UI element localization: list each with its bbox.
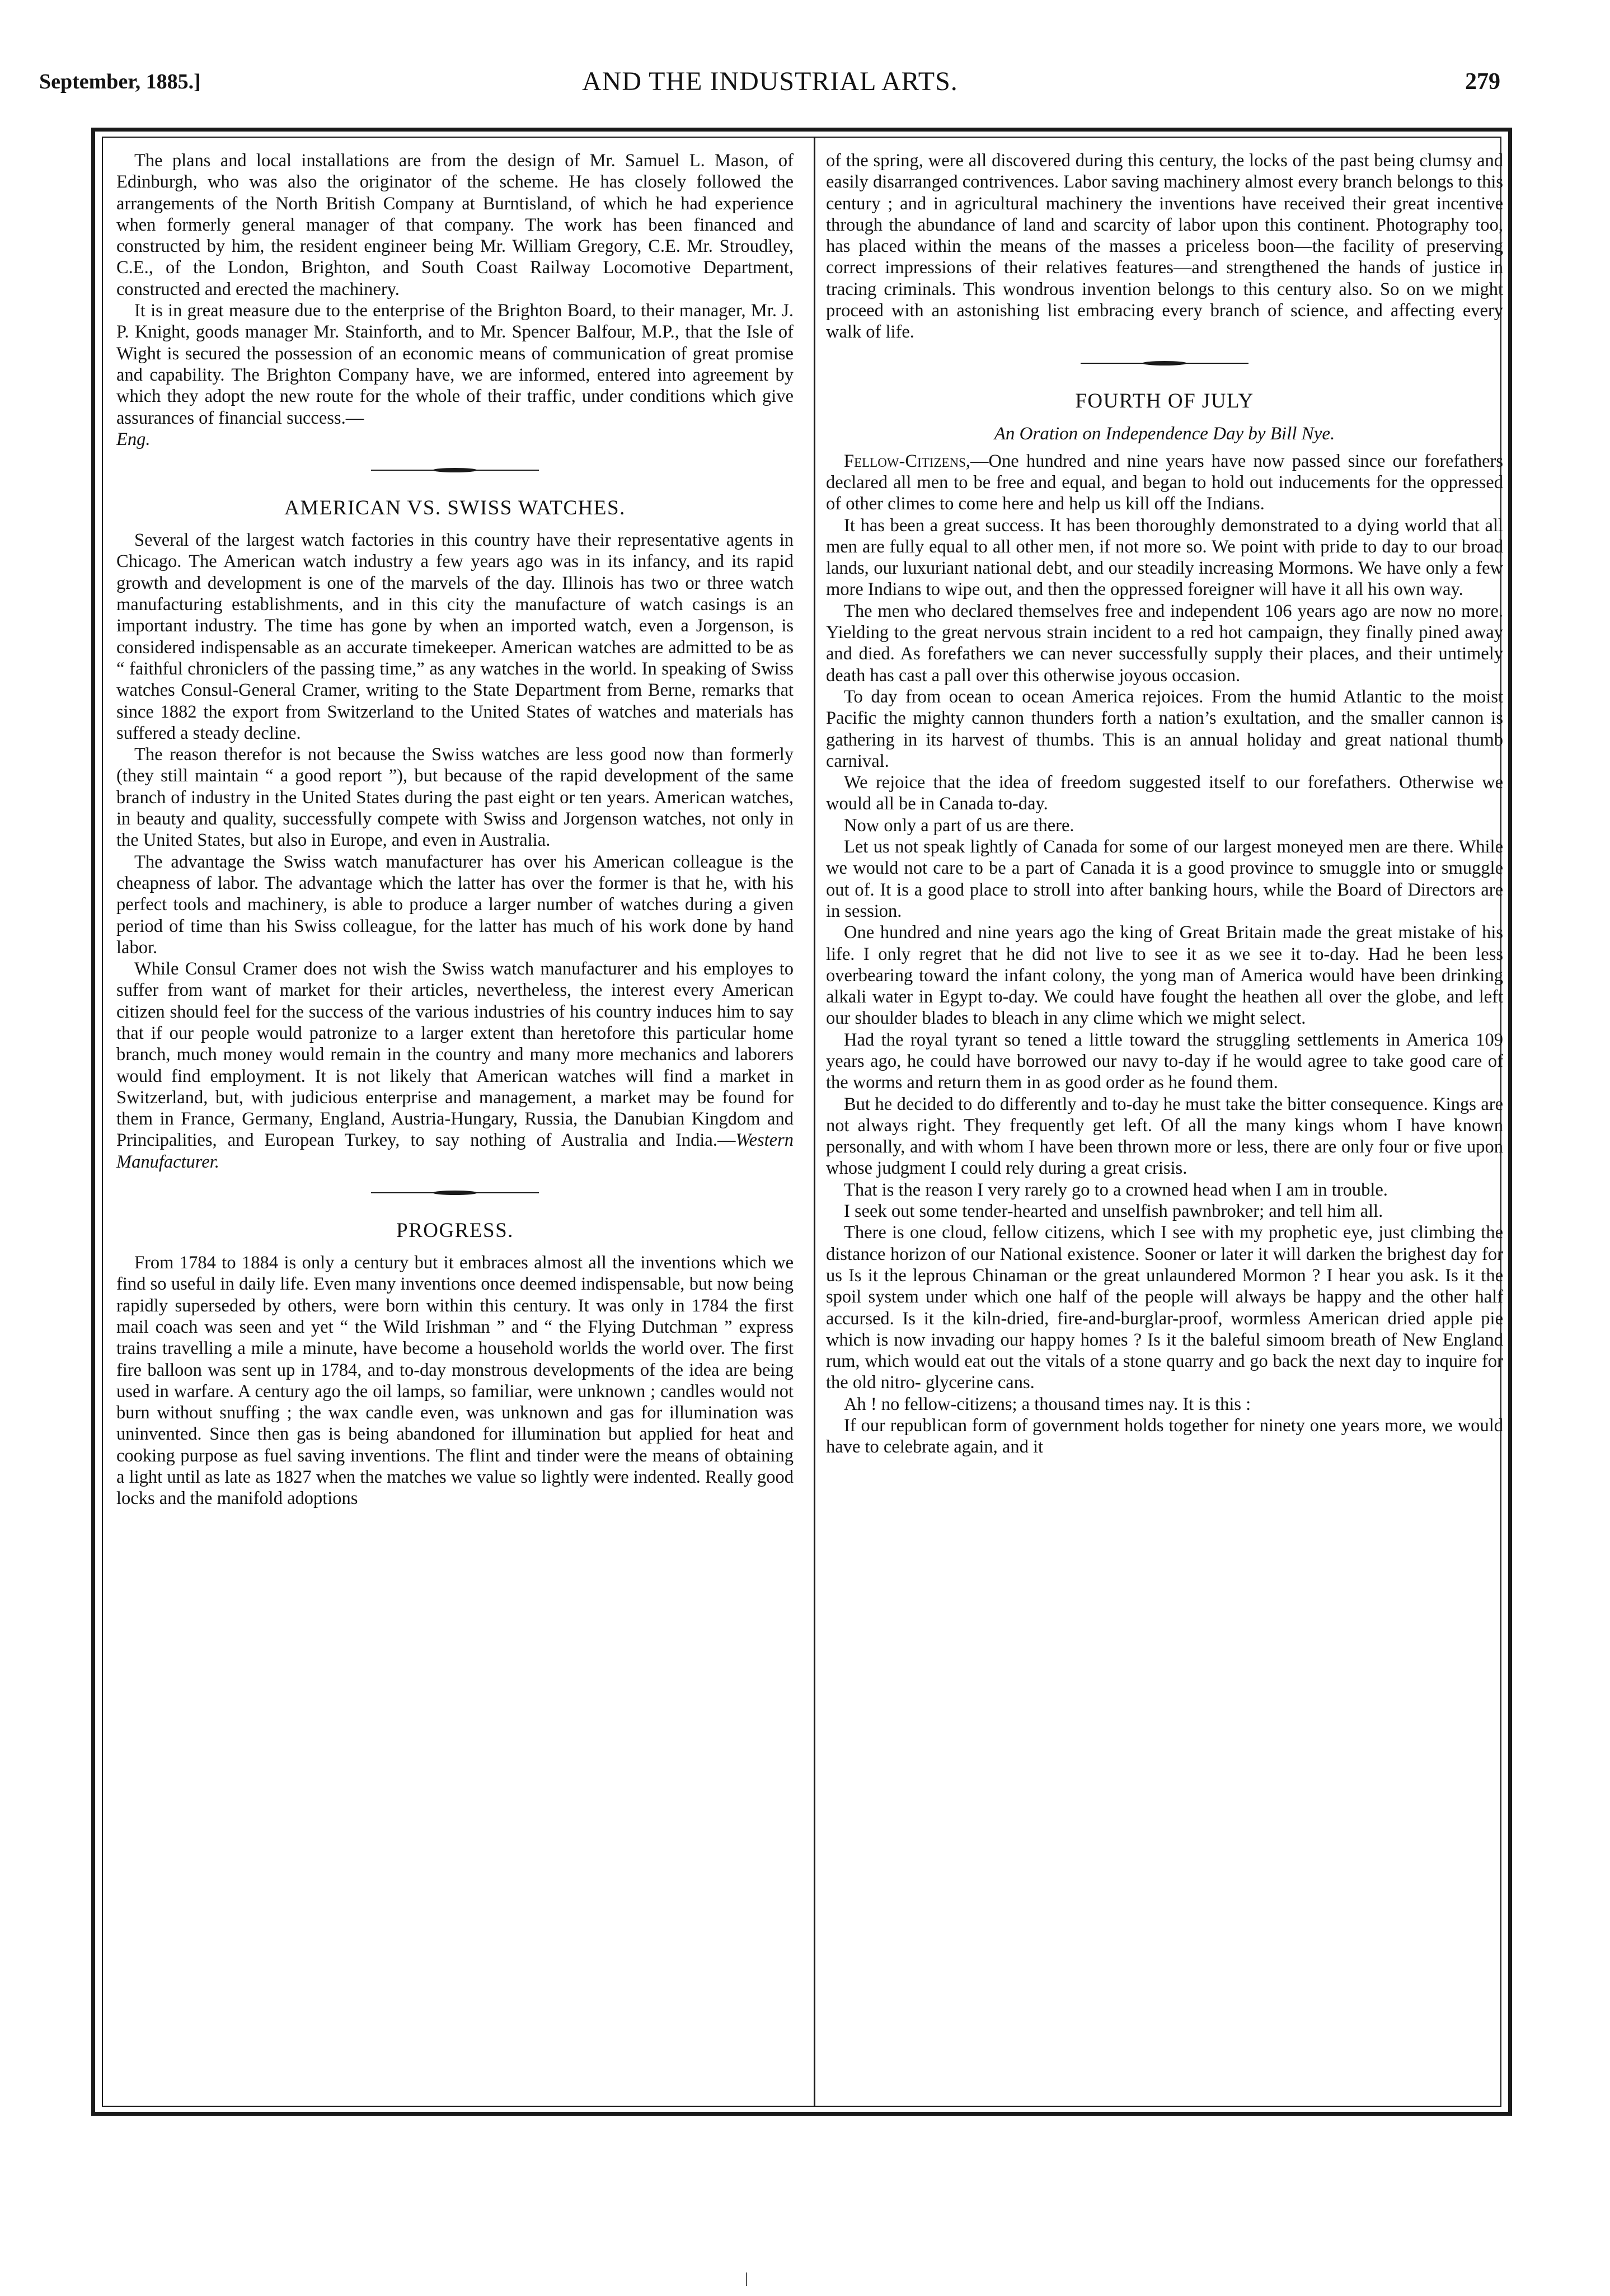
running-head-date: September, 1885.] bbox=[39, 70, 201, 93]
watches-paragraph: The advantage the Swiss watch manufacturer has over his American colleague is the cheapness of labor. The advantage which the latter has over the former is that he, with his perfect tools and machinery, is able to produce a larger number of watches during a given period of time than his Swiss colleague, for the latter has much of his work done by hand labor. bbox=[116, 851, 794, 958]
progress-continued: of the spring, were all discovered during this century, the locks of the past being clumsy and easily disarranged contrivences. Labor saving machinery almost every branch belongs to this century ; and in agricultural machinery the inventions have received their great incentive through the abundance of land and scarcity of labor upon this continent. Photography too, has placed within the means of the masses a priceless boon—the facility of preserving correct impressions of their relatives features—and strengthened the hands of justice in tracing criminals. This wondrous invention belongs to this century also. So on we might proceed with an astonishing list embracing every branch of science, and affecting every walk of life. bbox=[826, 151, 1503, 343]
july-paragraph: Now only a part of us are there. bbox=[844, 815, 1074, 836]
left-column bbox=[116, 150, 794, 1510]
section-separator bbox=[1081, 359, 1248, 368]
july-paragraph: Had the royal tyrant so tened a little toward the struggling settlements in America 109 years ago, he could have borrowed our navy to-day if he would agree to take good care of the worms and return them in as good order as he found them. bbox=[826, 1029, 1503, 1093]
watches-paragraph: Several of the largest watch factories in this country have their representative agents in Chicago. The American watch industry a few years ago was in its infancy, and its rapid growth and development is one of the marvels of the day. Illinois has two or three watch manufacturing establishments, and in this city the manufacture of watch casings is an important industry. The time has gone by when an imported watch, even a Jorgenson, is considered indispensable as an accurate timekeeper. American watches are admitted to be as “ faithful chroniclers of the passing time,” as any watches in the world. In speaking of Swiss watches Consul-General Cramer, writing to the State Department from Berne, remarks that since 1882 the export from Switzerland to the United States of watches and materials has suffered a steady decline. bbox=[116, 530, 794, 743]
july-paragraph: I seek out some tender-hearted and unselfish pawnbroker; and tell him all. bbox=[844, 1201, 1383, 1222]
running-head-title: AND THE INDUSTRIAL ARTS. bbox=[582, 67, 958, 96]
progress-heading: PROGRESS. bbox=[396, 1219, 514, 1243]
gutter-mark bbox=[746, 2272, 747, 2286]
july-paragraph: That is the reason I very rarely go to a crowned head when I am in trouble. bbox=[844, 1179, 1388, 1200]
july-paragraph: Ah ! no fellow-citizens; a thousand times nay. It is this : bbox=[844, 1394, 1251, 1414]
watches-paragraph: While Consul Cramer does not wish the Swiss watch manufacturer and his employes to suffer from want of market for their articles, nevertheless, the interest every American citizen should feel for the success of the various industries of his country induces him to say that if our people would patronize to a larger extent than heretofore this particular home branch, much money would remain in the country and many more mechanics and laborers would find employment. It is not likely that American watches will find a market in Switzerland, but, with judicious enterprise and management, a market may be found for them in France, Germany, England, Austria-Hungary, Russia, the Danubian Kingdom and Principalities, and European Turkey, to say nothing of Australia and India.—Western Manufacturer. bbox=[116, 959, 794, 1172]
column-divider bbox=[814, 138, 815, 2106]
intro-paragraph: It is in great measure due to the enterprise of the Brighton Board, to their manager, Mr. J. P. Knight, goods manager Mr. Stainforth, and to Mr. Spencer Balfour, M.P., that the Isle of Wight is secured the possession of an economic means of communication of great promise and capability. The Brighton Company have, we are informed, entered into agreement by which they adopt the new route for the whole of their traffic, under conditions which give assurances of financial success.— Eng. bbox=[116, 301, 794, 449]
july-paragraph: We rejoice that the idea of freedom suggested itself to our forefathers. Otherwise we would all be in Canada to-day. bbox=[826, 772, 1503, 814]
july-paragraph: But he decided to do differently and to-day he must take the bitter consequence. Kings are not always right. They frequently get left. Of all the many kings whom I have known personally, and with whom I have been thrown more or less, there are only four or five upon whose judgment I could rely during a great crisis. bbox=[826, 1094, 1503, 1179]
watches-heading: AMERICAN VS. SWISS WATCHES. bbox=[284, 496, 626, 520]
intro-paragraph: The plans and local installations are from the design of Mr. Samuel L. Mason, of Edinburgh, who was also the originator of the scheme. He has closely followed the arrangements of the North British Company at Burntisland, of which he had experience when formerly general manager of that company. The work has been financed and constructed by him, the resident engineer being Mr. William Gregory, C.E. Mr. Stroudley, C.E., of the London, Brighton, and South Coast Railway Locomotive Department, constructed and erected the machinery. bbox=[116, 151, 794, 299]
july-paragraph: If our republican form of government holds together for ninety one years more, we would have to celebrate again, and it bbox=[826, 1416, 1503, 1458]
intro-signature: Eng. bbox=[116, 429, 151, 449]
july-paragraph: To day from ocean to ocean America rejoices. From the humid Atlantic to the moist Pacific the mighty cannon thunders forth a nation’s exultation, and the smaller cannon is gathering in its harvest of thumbs. This is an annual holiday and great national thumb carnival. bbox=[826, 686, 1503, 771]
progress-paragraph: From 1784 to 1884 is only a century but it embraces almost all the inventions which we find so useful in daily life. Even many inventions once deemed indispensable, but now being rapidly superseded by others, were born within this century. It was only in 1784 the first mail coach was seen and yet “ the Wild Irishman ” and “ the Flying Dutchman ” express trains travelling a mile a minute, have become a household worlds the world over. The first fire balloon was sent up in 1784, and to-day monstrous developments of the idea are being used in warfare. A century ago the oil lamps, so familiar, were unknown ; candles would not burn without snuffing ; the wax candle even, was unknown and gas for illumination was uninvented. Since then gas is being abandoned for illumination but applied for heat and cooking purpose as fuel saving inventions. The flint and tinder were the means of obtaining a light until as late as 1827 when the matches we value so lightly were indented. Really good locks and the manifold adoptions bbox=[116, 1253, 794, 1509]
section-separator bbox=[371, 1188, 539, 1197]
watches-paragraph: The reason therefor is not because the Swiss watches are less good now than formerly (they still maintain “ a good report ”), but because of the rapid development of the same branch of industry in the United States during the past eight or ten years. American watches, in beauty and quality, successfully compete with Swiss and Jorgenson watches, not only in the United States, but also in Europe, and even in Australia. bbox=[116, 744, 794, 851]
july-paragraph: Let us not speak lightly of Canada for some of our largest moneyed men are there. While we would not care to be a part of Canada it is a good province to smuggle into or smuggle out of. It is a good place to stroll into after banking hours, while the Board of Directors are in session. bbox=[826, 837, 1503, 921]
july-paragraph: There is one cloud, fellow citizens, which I see with my prophetic eye, just climbing the distance horizon of our National existence. Sooner or later it will darken the brighest day for us Is it the leprous Chinaman or the great unlaundered Mormon ? I hear you ask. Is it the spoil system under which one half of the people will always be happy and the other half accursed. Is it the kiln-dried, fire-and-burglar-proof, wormless American dried apple pie which is now invading our happy homes ? Is it the baleful simoom breath of New England rum, which would eat out the vitals of a stone quarry and go back the next day to inquire for the old nitro- glycerine cans. bbox=[826, 1222, 1503, 1393]
section-separator bbox=[371, 466, 539, 475]
page-number: 279 bbox=[1465, 69, 1500, 95]
july-subheading: An Oration on Independence Day by Bill Nye. bbox=[994, 423, 1335, 444]
july-paragraph: One hundred and nine years ago the king of Great Britain made the great mistake of his life. I only regret that he did not live to see it as we see it to-day. Had he been less overbearing toward the infant colony, the yong man of America would have been drinking alkali water in Egypt to-day. We could have fought the heathen all over the globe, and left our shoulder blades to bleach in any clime which we might select. bbox=[826, 922, 1503, 1029]
salutation: Fellow-Citizens, bbox=[844, 451, 971, 471]
july-paragraph: The men who declared themselves free and independent 106 years ago are now no more. Yielding to the great nervous strain incident to a red hot campaign, they finally pined away and died. As forefathers we can never successfully supply their places, and their untimely death has cast a pall over this otherwise joyous occasion. bbox=[826, 601, 1503, 686]
right-column bbox=[826, 150, 1503, 1458]
july-paragraph: Fellow-Citizens,—One hundred and nine years have now passed since our forefathers declared all men to be free and equal, and began to hold out inducements for the oppressed of other climes to come here and help us kill off the Indians. bbox=[826, 451, 1503, 514]
july-heading: FOURTH OF JULY bbox=[1075, 389, 1254, 413]
july-paragraph: It has been a great success. It has been thoroughly demonstrated to a dying world that all men are fully equal to all other men, if not more so. We point with pride to day to our broad lands, our luxuriant national debt, and our steadily increasing Mormons. We have only a few more Indians to wipe out, and then the oppressed foreigner will have it all his own way. bbox=[826, 515, 1503, 600]
watches-signature: Western Manufacturer. bbox=[116, 1130, 794, 1172]
